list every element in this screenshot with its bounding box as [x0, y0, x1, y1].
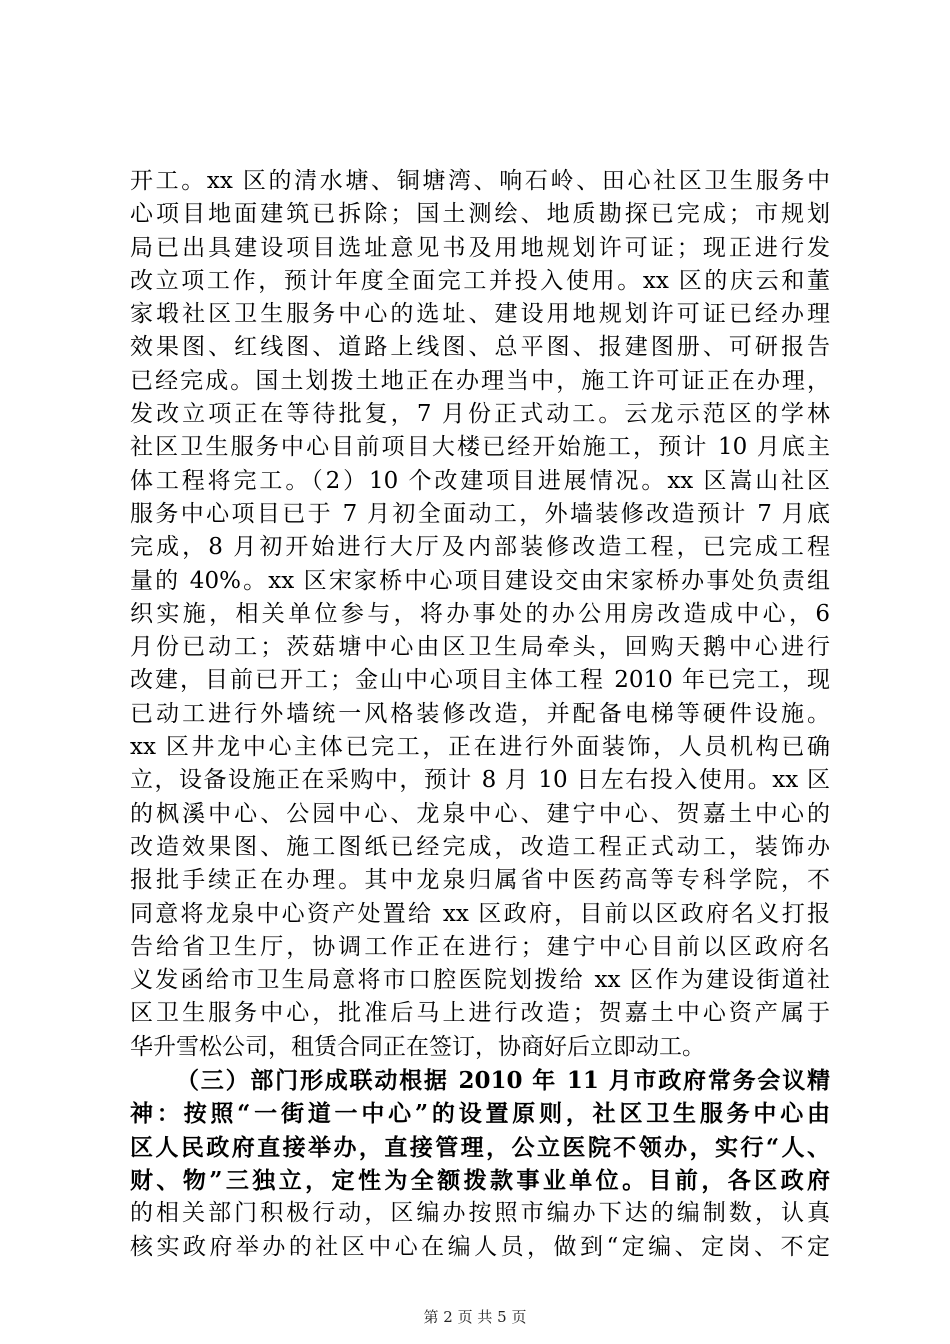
text-line: 告给省卫生厅，协调工作正在进行；建宁中心目前以区政府名	[130, 933, 830, 960]
text-line: 织实施，相关单位参与，将办事处的办公用房改造成中心，6	[130, 600, 830, 627]
text-line: 量的 40%。xx 区宋家桥中心项目建设交由宋家桥办事处负责组	[130, 567, 830, 594]
text-line: 开工。xx 区的清水塘、铜塘湾、响石岭、田心社区卫生服务中	[130, 168, 830, 194]
document-body	[130, 165, 830, 1264]
text-line: 完成，8 月初开始进行大厅及内部装修改造工程，已完成工程	[130, 534, 830, 561]
text-line: 区卫生服务中心，批准后马上进行改造；贺嘉土中心资产属于	[130, 1000, 830, 1027]
text-line: 已动工进行外墙统一风格装修改造，并配备电梯等硬件设施。	[130, 700, 830, 727]
text-line: 改建，目前已开工；金山中心项目主体工程 2010 年已完工，现	[130, 667, 830, 694]
text-line-bold: 财、物”三独立，定性为全额拨款事业单位。目前，各区政府	[130, 1166, 830, 1194]
text-line: xx 区井龙中心主体已完工，正在进行外面装饰，人员机构已确	[130, 734, 830, 761]
text-line: 服务中心项目已于 7 月初全面动工，外墙装修改造预计 7 月底	[130, 500, 830, 527]
text-line: 的相关部门积极行动，区编办按照市编办下达的编制数，认真	[130, 1200, 830, 1227]
text-line-bold: 神：按照“一街道一中心”的设置原则，社区卫生服务中心由	[130, 1100, 830, 1128]
text-line-bold: 区人民政府直接举办，直接管理，公立医院不领办，实行“人、	[130, 1133, 830, 1161]
text-line: 义发函给市卫生局意将市口腔医院划拨给 xx 区作为建设街道社	[130, 967, 830, 994]
text-line: 改造效果图、施工图纸已经完成，改造工程正式动工，装饰办	[130, 833, 830, 860]
text-line: 效果图、红线图、道路上线图、总平图、报建图册、可研报告	[130, 334, 830, 361]
text-line: 社区卫生服务中心目前项目大楼已经开始施工，预计 10 月底主	[130, 434, 830, 461]
text-line: 改立项工作，预计年度全面完工并投入使用。xx 区的庆云和董	[130, 267, 830, 294]
text-line: 局已出具建设项目选址意见书及用地规划许可证；现正进行发	[130, 234, 830, 261]
text-line: 发改立项正在等待批复，7 月份正式动工。云龙示范区的学林	[130, 401, 830, 428]
text-line: 家塅社区卫生服务中心的选址、建设用地规划许可证已经办理	[130, 301, 830, 328]
text-line: 心项目地面建筑已拆除；国土测绘、地质勘探已完成；市规划	[130, 201, 830, 228]
text-line: 月份已动工；茨菇塘中心由区卫生局牵头，回购天鹅中心进行	[130, 634, 830, 661]
text-line: 立，设备设施正在采购中，预计 8 月 10 日左右投入使用。xx 区	[130, 767, 830, 794]
text-line: 报批手续正在办理。其中龙泉归属省中医药高等专科学院，不	[130, 867, 830, 894]
text-line: 的枫溪中心、公园中心、龙泉中心、建宁中心、贺嘉土中心的	[130, 800, 830, 827]
page-footer: 第 2 页 共 5 页	[423, 1308, 527, 1326]
section-heading-line: （三）部门形成联动根据 2010 年 11 月市政府常务会议精	[176, 1067, 830, 1095]
text-line: 华升雪松公司，租赁合同正在签订，协商好后立即动工。	[130, 1033, 705, 1060]
text-line: 已经完成。国土划拨土地正在办理当中，施工许可证正在办理，	[130, 367, 830, 394]
text-line: 体工程将完工。（2）10 个改建项目进展情况。xx 区嵩山社区	[130, 467, 830, 494]
text-line: 核实政府举办的社区中心在编人员，做到“定编、定岗、不定	[130, 1233, 830, 1260]
text-line: 同意将龙泉中心资产处置给 xx 区政府，目前以区政府名义打报	[130, 900, 830, 927]
